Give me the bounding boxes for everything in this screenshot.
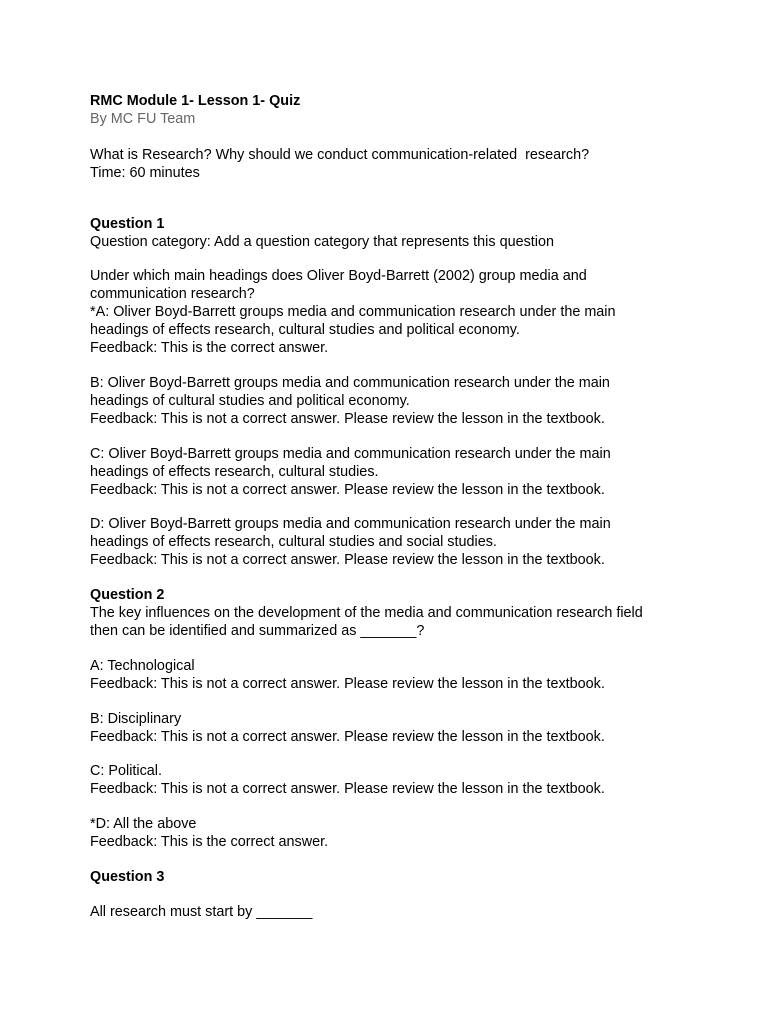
time-limit: Time: 60 minutes (90, 164, 200, 181)
question-1-option-c: headings of effects research, cultural studies. (90, 463, 379, 480)
question-1-option-c: C: Oliver Boyd-Barrett groups media and communication research under the main (90, 445, 611, 462)
document-page (90, 93, 730, 922)
question-1-category: Question category: Add a question category that represents this question (90, 233, 554, 250)
document-byline: By MC FU Team (90, 110, 196, 127)
question-2-stem-line: then can be identified and summarized as _______? (90, 622, 425, 639)
question-2-stem-line: The key influences on the development of the media and communication research field (90, 605, 643, 622)
question-2-heading: Question 2 (90, 587, 165, 604)
question-2-option-a: A: Technological (90, 657, 195, 674)
question-2-option-c-feedback: Feedback: This is not a correct answer. Please review the lesson in the textbook. (90, 781, 605, 798)
question-1-option-a: headings of effects research, cultural studies and political economy. (90, 322, 520, 339)
question-1-option-d-feedback: Feedback: This is not a correct answer. Please review the lesson in the textbook. (90, 552, 605, 569)
question-1-option-a-feedback: Feedback: This is the correct answer. (90, 340, 329, 357)
question-2-option-b-feedback: Feedback: This is not a correct answer. Please review the lesson in the textbook. (90, 728, 605, 745)
question-3-heading: Question 3 (90, 869, 165, 886)
question-1-option-d: headings of effects research, cultural studies and social studies. (90, 534, 497, 551)
question-1-heading: Question 1 (90, 215, 165, 232)
question-1-option-c-feedback: Feedback: This is not a correct answer. Please review the lesson in the textbook. (90, 481, 605, 498)
document-title: RMC Module 1- Lesson 1- Quiz (90, 93, 301, 109)
question-2-option-d-feedback: Feedback: This is the correct answer. (90, 834, 329, 851)
question-2-option-d: *D: All the above (90, 816, 197, 833)
question-2-option-b: B: Disciplinary (90, 710, 182, 727)
question-1-option-b: B: Oliver Boyd-Barrett groups media and communication research under the main (90, 374, 610, 391)
question-1-option-b-feedback: Feedback: This is not a correct answer. Please review the lesson in the textbook. (90, 410, 605, 427)
question-1-option-d: D: Oliver Boyd-Barrett groups media and communication research under the main (90, 516, 611, 533)
intro-question: What is Research? Why should we conduct communication-related research? (90, 146, 590, 163)
question-2-option-c: C: Political. (90, 763, 162, 780)
question-2-option-a-feedback: Feedback: This is not a correct answer. Please review the lesson in the textbook. (90, 675, 605, 692)
question-1-option-b: headings of cultural studies and political economy. (90, 392, 410, 409)
question-1-stem-line: Under which main headings does Oliver Boyd-Barrett (2002) group media and (90, 268, 587, 285)
question-3-stem: All research must start by _______ (90, 904, 313, 920)
question-1-stem-line: communication research? (90, 286, 255, 303)
question-1-option-a: *A: Oliver Boyd-Barrett groups media and communication research under the main (90, 304, 616, 321)
